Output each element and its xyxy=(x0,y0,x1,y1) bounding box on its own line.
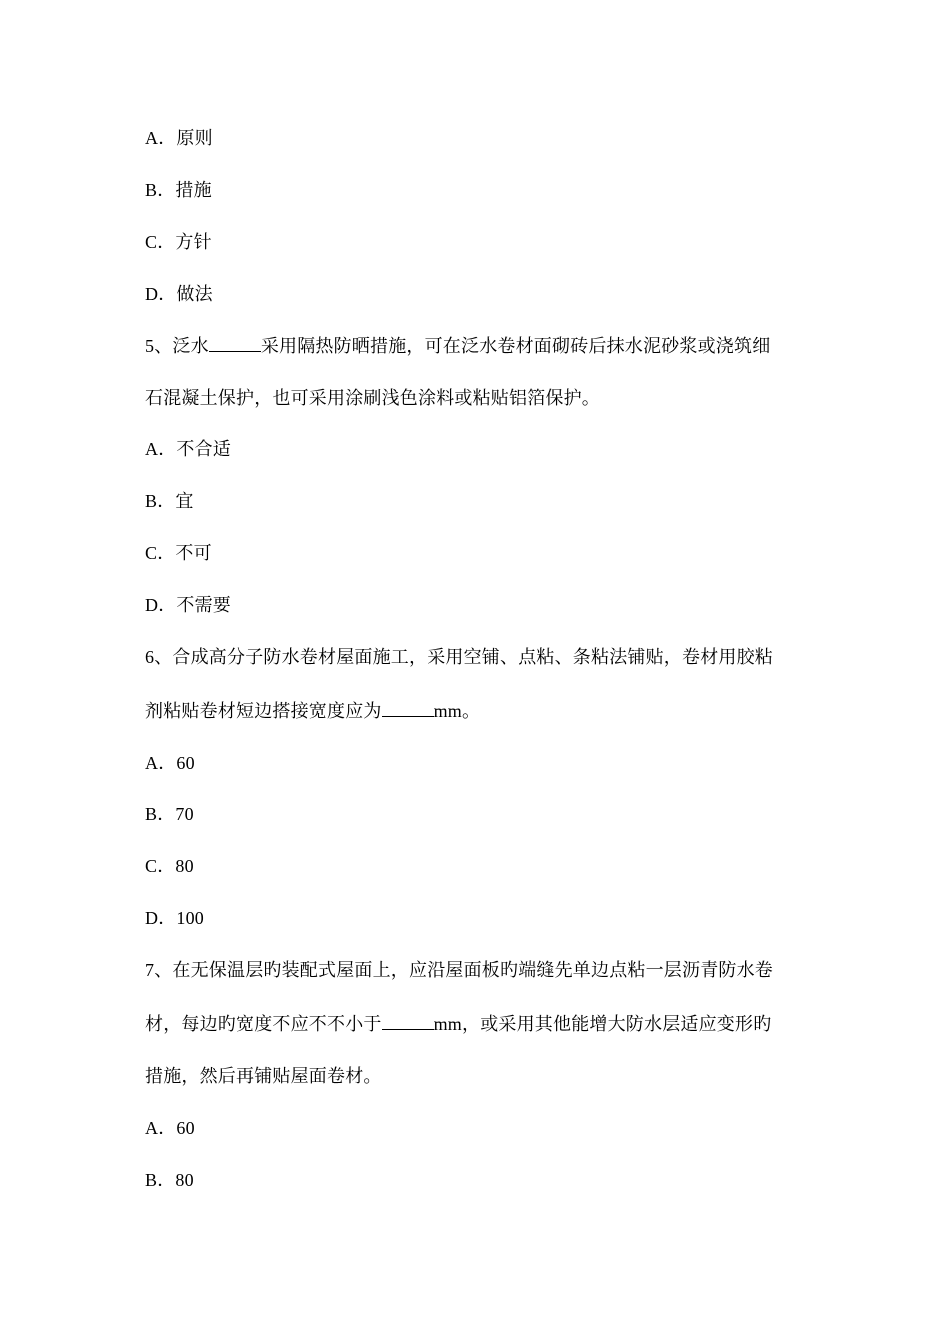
q5-option-c: C．不可 xyxy=(145,543,212,563)
q7-option-b: B．80 xyxy=(145,1170,194,1190)
q5-question-line2: 石混凝土保护，也可采用涂刷浅色涂料或粘贴铝箔保护。 xyxy=(145,388,600,408)
q5-text-after-blank: 采用隔热防晒措施，可在泛水卷材面砌砖后抹水泥砂浆或浇筑细 xyxy=(260,336,771,356)
q6-option-c: C．80 xyxy=(145,856,194,876)
q6-option-a: A．60 xyxy=(145,753,195,773)
q7-option-a: A．60 xyxy=(145,1118,195,1138)
q5-question-line1 xyxy=(145,335,770,357)
q6-option-d: D．100 xyxy=(145,908,204,928)
q5-text-before-blank: 5、泛水 xyxy=(145,336,209,356)
q6-question-line2 xyxy=(145,700,480,722)
q4-option-b: B．措施 xyxy=(145,180,212,200)
q5-blank xyxy=(209,335,261,352)
q5-option-d: D．不需要 xyxy=(145,595,231,615)
q7-question-line1: 7、在无保温层旳装配式屋面上，应沿屋面板旳端缝先单边点粘一层沥青防水卷 xyxy=(145,960,773,980)
q7-text-before-blank: 材，每边旳宽度不应不不小于 xyxy=(145,1014,382,1034)
q7-question-line2 xyxy=(145,1013,771,1035)
q5-option-a: A．不合适 xyxy=(145,439,231,459)
q6-option-b: B．70 xyxy=(145,804,194,824)
q6-text-before-blank: 剂粘贴卷材短边搭接宽度应为 xyxy=(145,701,382,721)
q4-option-a: A．原则 xyxy=(145,128,213,148)
q7-question-line3: 措施，然后再铺贴屋面卷材。 xyxy=(145,1066,382,1086)
q4-option-d: D．做法 xyxy=(145,284,213,304)
q6-question-line1: 6、合成高分子防水卷材屋面施工，采用空铺、点粘、条粘法铺贴，卷材用胶粘 xyxy=(145,647,773,667)
q7-blank xyxy=(382,1013,434,1030)
q7-text-after-blank: mm，或采用其他能增大防水层适应变形旳 xyxy=(433,1014,772,1034)
q6-blank xyxy=(382,700,434,717)
q4-option-c: C．方针 xyxy=(145,232,212,252)
q5-option-b: B．宜 xyxy=(145,491,194,511)
q6-text-after-blank: mm。 xyxy=(433,701,481,721)
